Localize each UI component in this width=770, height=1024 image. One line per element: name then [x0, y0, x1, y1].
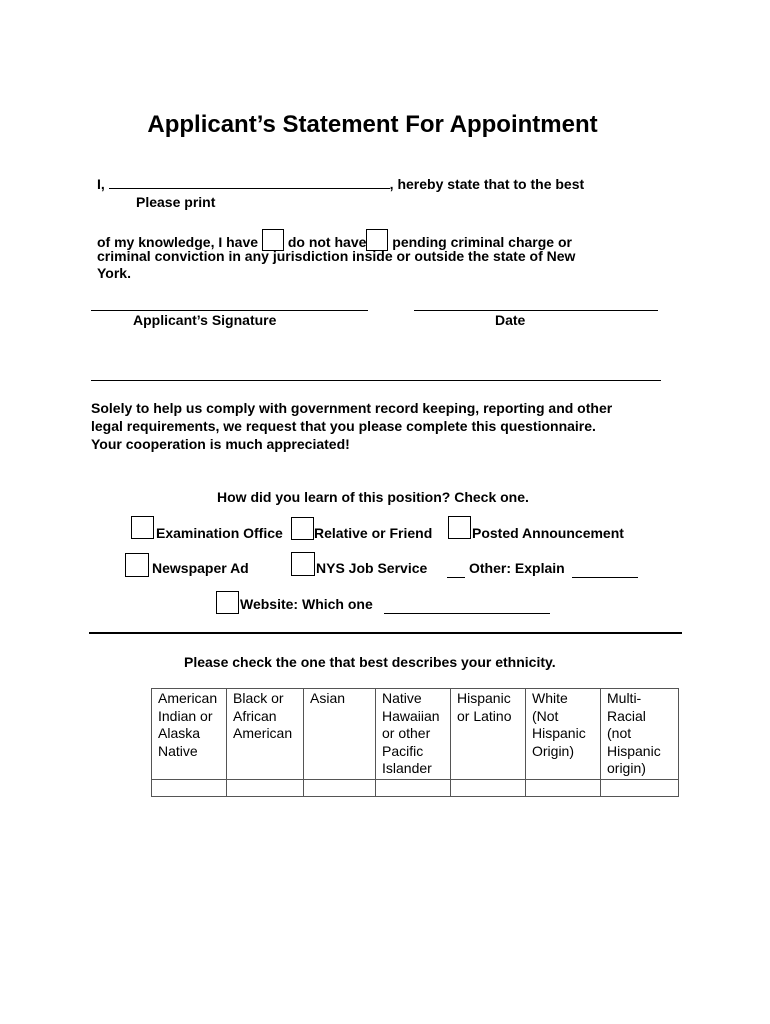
nys-job-service-label: NYS Job Service — [316, 560, 428, 576]
ethnicity-cell-asian: Asian — [304, 689, 376, 780]
page-title: Applicant’s Statement For Appointment — [147, 111, 598, 138]
knowledge-prefix: of my knowledge, I have — [97, 234, 259, 250]
date-label: Date — [495, 312, 526, 328]
ethnicity-table — [151, 688, 679, 797]
ethnicity-check-native-hawaiian[interactable] — [376, 779, 451, 796]
ethnicity-cell-white: White (Not Hispanic Origin) — [526, 689, 601, 780]
ethnicity-check-black[interactable] — [227, 779, 304, 796]
notice-line-2: legal requirements, we request that you please complete this questionnaire. — [91, 418, 596, 434]
other-label: Other: Explain — [469, 560, 565, 576]
website-label: Website: Which one — [240, 596, 373, 612]
posted-announcement-checkbox[interactable] — [448, 516, 471, 539]
do-not-have-label: do not have — [287, 234, 367, 250]
examination-office-label: Examination Office — [156, 525, 283, 541]
notice-line-1: Solely to help us comply with government record keeping, reporting and other — [91, 400, 613, 416]
relative-friend-label: Relative or Friend — [314, 525, 433, 541]
statement-line-4: York. — [97, 265, 131, 281]
ethnicity-check-asian[interactable] — [304, 779, 376, 796]
ethnicity-check-white[interactable] — [526, 779, 601, 796]
website-field[interactable] — [384, 601, 550, 614]
separator-line — [91, 380, 661, 381]
ethnicity-header-row — [152, 689, 679, 780]
statement-line-1 — [97, 176, 584, 192]
ethnicity-cell-hispanic: Hispanic or Latino — [451, 689, 526, 780]
examination-office-checkbox[interactable] — [131, 516, 154, 539]
ethnicity-cell-black: Black or African American — [227, 689, 304, 780]
ethnicity-check-multiracial[interactable] — [601, 779, 679, 796]
other-checkbox-line[interactable] — [447, 565, 465, 578]
ethnicity-check-row — [152, 779, 679, 796]
date-line[interactable] — [414, 310, 658, 311]
source-question: How did you learn of this position? Check one. — [217, 489, 529, 505]
signature-line[interactable] — [91, 310, 368, 311]
website-checkbox[interactable] — [216, 591, 239, 614]
nys-job-service-checkbox[interactable] — [291, 552, 315, 576]
ethnicity-question: Please check the one that best describes your ethnicity. — [184, 654, 556, 670]
statement-suffix: , hereby state that to the best — [389, 176, 585, 192]
newspaper-ad-label: Newspaper Ad — [152, 560, 249, 576]
ethnicity-check-american-indian[interactable] — [152, 779, 227, 796]
thick-separator — [89, 632, 682, 634]
statement-prefix: I, — [97, 176, 105, 192]
ethnicity-check-hispanic[interactable] — [451, 779, 526, 796]
ethnicity-cell-american-indian: American Indian or Alaska Native — [152, 689, 227, 780]
name-field[interactable] — [109, 176, 390, 189]
ethnicity-cell-multiracial: Multi- Racial (not Hispanic origin) — [601, 689, 679, 780]
pending-text: pending criminal charge or — [392, 234, 572, 250]
print-label: Please print — [136, 194, 216, 210]
signature-label: Applicant’s Signature — [133, 312, 277, 328]
posted-announcement-label: Posted Announcement — [472, 525, 624, 541]
newspaper-ad-checkbox[interactable] — [125, 553, 149, 577]
other-explain-field[interactable] — [572, 565, 638, 578]
ethnicity-cell-native-hawaiian: Native Hawaiian or other Pacific Islander — [376, 689, 451, 780]
relative-friend-checkbox[interactable] — [291, 517, 314, 540]
statement-line-3: criminal conviction in any jurisdiction inside or outside the state of New — [97, 248, 576, 264]
notice-line-3: Your cooperation is much appreciated! — [91, 436, 350, 452]
